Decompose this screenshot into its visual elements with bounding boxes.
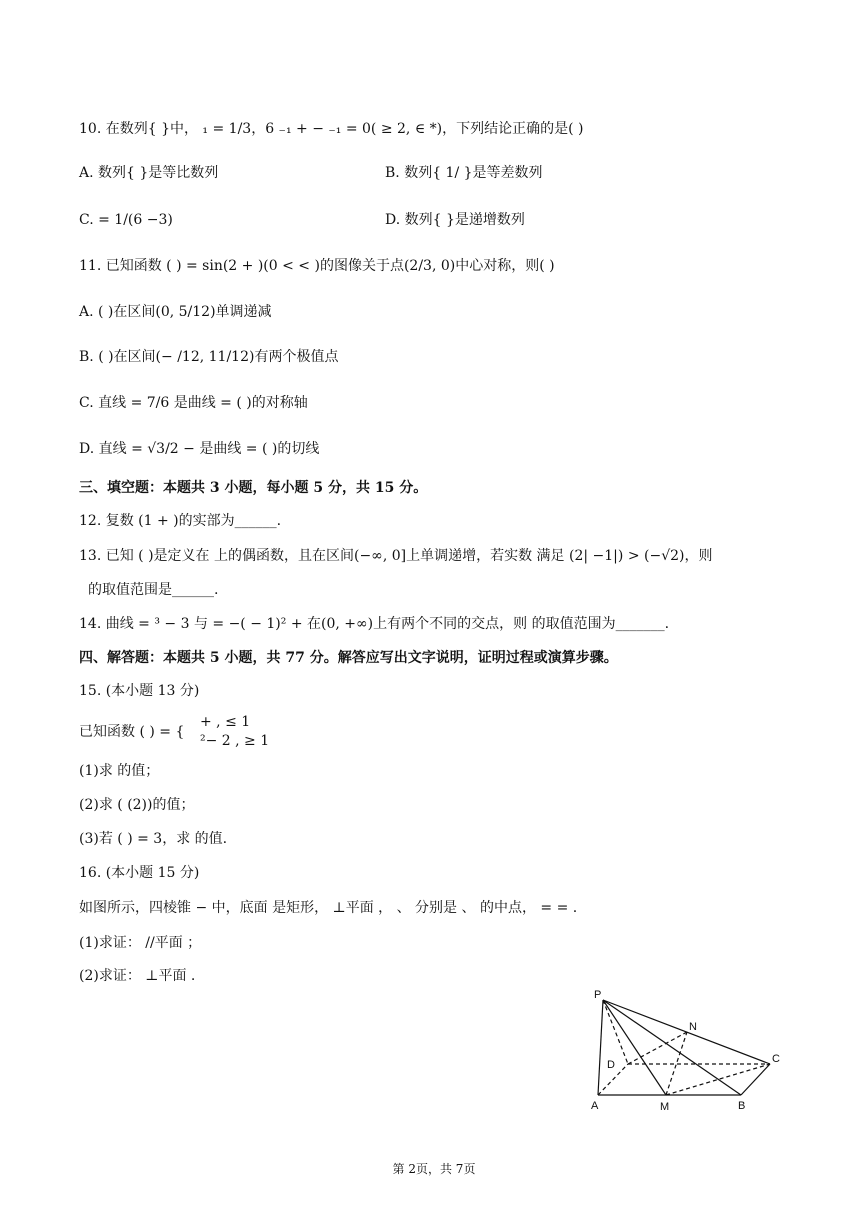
- q12: 12. 复数 (1 + )的实部为______.: [79, 513, 282, 529]
- label-n: N: [689, 1021, 697, 1033]
- q14: 14. 曲线 = ³ − 3 与 = −( − 1)² + 在(0, +∞)上有两个不同的交点，则 的取值范围为_______.: [79, 616, 670, 632]
- q11-stem: 11. 已知函数 ( ) = sin(2 + )(0 < < )的图像关于点(2/3, 0)中心对称，则( ): [79, 258, 555, 274]
- q10-option-a: A. 数列{ }是等比数列: [79, 165, 219, 181]
- q10-option-b: B. 数列{ 1/ }是等差数列: [385, 165, 543, 181]
- q16-part-2: (2)求证： ⊥平面 .: [79, 968, 196, 984]
- q11-option-b: B. ( )在区间(− /12, 11/12)有两个极值点: [79, 349, 339, 365]
- q15-piece-2: ²− 2 , ≥ 1: [200, 733, 270, 749]
- label-b: B: [738, 1100, 746, 1112]
- section-4-heading: 四、解答题：本题共 5 小题，共 77 分。解答应写出文字说明，证明过程或演算步骤。: [79, 650, 618, 666]
- section-3-heading: 三、填空题：本题共 3 小题，每小题 5 分，共 15 分。: [79, 480, 428, 496]
- label-m: M: [660, 1101, 670, 1113]
- q15-header: 15. (本小题 13 分): [79, 683, 200, 699]
- q10-stem: 10. 在数列{ }中， ₁ = 1/3，6 ₋₁ + − ₋₁ = 0( ≥ 2, ∈ *)，下列结论正确的是( ): [79, 121, 584, 137]
- q15-part-3: (3)若 ( ) = 3，求 的值.: [79, 831, 228, 847]
- q11-option-d: D. 直线 = √3/2 − 是曲线 = ( )的切线: [79, 441, 320, 457]
- q10-option-d: D. 数列{ }是递增数列: [385, 212, 525, 228]
- q11-option-c: C. 直线 = 7/6 是曲线 = ( )的对称轴: [79, 395, 308, 411]
- q13-line2: 的取值范围是______.: [88, 582, 219, 598]
- q16-stem: 如图所示，四棱锥 − 中，底面 是矩形， ⊥平面 ， 、 分别是 、 的中点， = = .: [79, 900, 578, 916]
- q15-part-2: (2)求 ( (2))的值；: [79, 797, 195, 813]
- page-footer: 第 2页，共 7页: [392, 1162, 476, 1176]
- q13-line1: 13. 已知 ( )是定义在 上的偶函数，且在区间(−∞, 0]上单调递增，若实数 满足 (2| −1|) > (−√2)，则: [79, 548, 713, 564]
- q10-option-c: C. = 1/(6 −3): [79, 212, 173, 228]
- label-d: D: [607, 1059, 615, 1071]
- label-c: C: [772, 1053, 780, 1065]
- q15-function-def: 已知函数 ( ) = {: [79, 724, 185, 740]
- q15-part-1: (1)求 的值；: [79, 763, 160, 779]
- label-p: P: [594, 989, 602, 1001]
- q16-header: 16. (本小题 15 分): [79, 865, 200, 881]
- label-a: A: [591, 1100, 599, 1112]
- pyramid-figure: [586, 988, 786, 1116]
- q11-option-a: A. ( )在区间(0, 5/12)单调递减: [79, 304, 272, 320]
- q16-part-1: (1)求证： //平面 ；: [79, 935, 202, 951]
- q15-piece-1: + , ≤ 1: [200, 714, 251, 730]
